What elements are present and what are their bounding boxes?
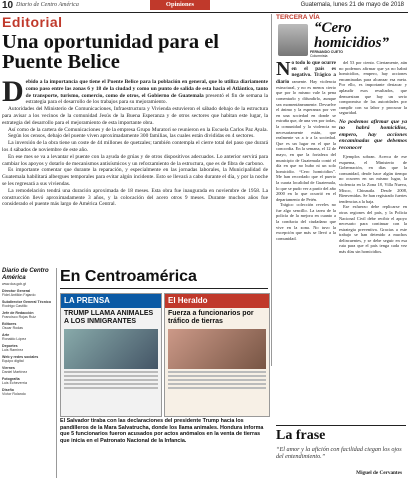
editorial-paragraph: presentó el fin de semana la estrategia para el desarrollo de los trabajos para su mejoramiento. xyxy=(25,92,268,106)
centroamerica-divider xyxy=(60,288,268,289)
centroamerica-title: En Centroamérica xyxy=(60,268,197,285)
masthead-name: Ronaldo López xyxy=(2,337,27,341)
masthead-role: Diseño xyxy=(2,387,14,392)
newspaper-text-lines xyxy=(168,371,266,389)
column-divider xyxy=(271,14,272,366)
masthead-role: Web y redes sociales xyxy=(2,354,39,359)
newspaper-headline: Fuerza a funcionarios por tráfico de tierras xyxy=(168,310,254,325)
opinion-column-2 xyxy=(339,60,407,360)
editorial-paragraph: Autoridades del Ministerio de Comunicaciones, Infraestructura y Vivienda estuvieron el sábado debajo de la estructura para avisar a los vecinos de la comunidad Jesús de la Buena Esperanza y de otros sectores que habitan este lugar, la estrategia del desarrollo para el mejoramiento de esta importante obra. xyxy=(2,106,268,126)
opinion-paragraph: Ese esfuerzo debe replicarse en otras regiones del país, y la Policía Nacional Civil debe recibir el apoyo necesario para continuar con la estrategia preventiva. Gracias a este trabajo se han detenido a muchos delincuentes, y se debe seguir en esa ruta para que el país tenga cada vez más días sin homicidios. xyxy=(339,204,407,255)
opinion-paragraph: del 53 por ciento. Ciertamente, aún no podemos afirmar que ya no habrá homicidios, empero, hay acciones encaminadas para alcanzar esa meta. Por ello, es importante destacar y aplaudir esos resultados, que demuestran que hay un serio compromiso de las autoridades por cumplir con su labor y procurar la seguridad. xyxy=(339,60,407,116)
masthead-website: www.dca.gob.gt xyxy=(2,282,26,286)
newspaper-masthead: LA PRENSA xyxy=(61,294,161,308)
frase-author: Miguel de Cervantes xyxy=(356,470,402,476)
opinion-paragraph: ramente. Hay violencia estructural, y no es menos cierto que por lo mismo vale la pena comentarlo y difundirlo, aunque sea momentáneamente. Devuelve el ánimo y la esperanza por ver en una sociedad en donde se extraña que, de una vez por todas, la comunidad y la violencia no necesariamente están, que realmente va a ir a la sociedad. Que es un lugar en el que la concordia. En la semana, el 12 de mayo, en que la fortaleza del municipio de Guatemala contó el día en que no hubo ni un solo homicidio. “Cero homicidios”. Me han recordado que el puerto la cuarta localidad de Guatemala, lo que se pudo ver a partir del año 2000 en lo que ocurrió en el departamento de Petén. xyxy=(276,78,336,202)
masthead-name: Víctor Rolando xyxy=(2,392,26,396)
editorial-paragraph: La remodelación tendrá una duración aproximada de 18 meses. Esta obra fue inaugurada en noviembre de 1958. La construcción llevó aproximadamente 3 años, y la colocación del acero otros 9 meses. Durante muchos años fue considerado el puente más largo de América Central. xyxy=(2,187,268,208)
opinion-dropcap: N xyxy=(276,60,291,80)
newspaper-text-lines xyxy=(64,371,158,389)
masthead-role: Arte xyxy=(2,332,10,337)
editorial-lead: ebido a la importancia que tiene el Puente Belice para la población en general, que lo utiliza diariamente como paso entre las zonas 6 y 18 de la ciudad y como un punto de salida de esta hacia el Atlántico, tanto de transporte, turismo, comercio, como de otros, el Gobierno de Guatemala xyxy=(25,79,268,99)
masthead-name: Francisco Rojas Ruiz xyxy=(2,315,36,319)
opinion-column-1 xyxy=(276,60,336,360)
opinion-kicker: TERCERA VÍA xyxy=(276,14,320,21)
editorial-paragraph: En ese mes se va a levantar el puente con la ayuda de grúas y de otros dispositivos adecuados. Lo anterior servirá para cambiar los apoyos y dotarlo de mecanismos antisísmicos y un reforzamiento de la estructura, que es de fibra de carbono. xyxy=(2,153,268,167)
masthead-name: Oscar Rodas xyxy=(2,326,23,330)
editorial-paragraph: Es importante comentar que durante la reparación, y especialmente en las jornadas laborales, la Municipalidad de Guatemala habilitará albergues temporales para evitar algún incidente. Esto se llevará a cabo durante el día, y por la noche se les regresará a sus viviendas. xyxy=(2,167,268,187)
editorial-paragraph: Según los censos, debajo del puente viven aproximadamente 300 familias, las cuales están divididas en 4 sectores. xyxy=(8,133,255,140)
author-name: FERNANDO CUETO xyxy=(310,50,343,54)
masthead-name: Luis Echeverría xyxy=(2,381,27,385)
masthead-name: Equipo digital xyxy=(2,359,24,363)
masthead-name: Fidel Antillón Fajardo xyxy=(2,293,36,297)
editorial-dropcap: D xyxy=(2,79,24,108)
masthead-name: Daniel Martínez xyxy=(2,370,28,374)
masthead-role: Subdirector General Técnico xyxy=(2,299,52,304)
editorial-kicker: Editorial xyxy=(2,14,63,30)
newspaper-cover-la-prensa xyxy=(60,293,162,417)
frase-title: La frase xyxy=(276,428,326,443)
masthead-logo: Diario de Centro América xyxy=(2,268,49,281)
frase-quote: “El amor y la afición con facilidad ciegan los ojos del entendimiento.” xyxy=(276,446,402,461)
masthead-name: Rodrigo Castillo xyxy=(2,304,28,308)
header-date: Guatemala, lunes 21 de mayo de 2018 xyxy=(300,2,404,8)
author-photo xyxy=(278,24,308,56)
masthead-role: Viernes xyxy=(2,365,15,370)
newspaper-cover-el-heraldo xyxy=(164,293,270,417)
header-divider xyxy=(0,12,408,13)
newspaper-masthead: El Heraldo xyxy=(165,294,269,308)
opinion-paragraph: Ejemplos sobran. Acerca de ese esquema, el Ministerio de Gobernación, en días que la comunidad, desde hace algún tiempo no ocurren en un mismo lugar, la violencia en la Zona 18, Villa Nueva, Mixco, Chinautla. Desde 2008, Bienvenidas. Se han registrado fuertes tendencias a la baja. xyxy=(339,153,407,204)
masthead-box xyxy=(2,268,52,478)
opinion-paragraph: Trágico colección reveles no fue algo sencillo. La tarea de la policía de la mejora en cuanto a la conducta del ciudadano que vive en la zona. No tuvo la excepción que más se llevó a la comunidad. xyxy=(276,202,336,241)
editorial-title: Una oportunidad para el Puente Belice xyxy=(2,31,220,73)
frase-divider xyxy=(276,425,406,426)
masthead-role: Editores xyxy=(2,321,17,326)
editorial-paragraph: La inversión de la obra tiene un coste de 44 millones de quetzales; también contempla el cierre total del paso que durará los 4 sábados de noviembre de este año. xyxy=(2,140,268,153)
newspaper-photo xyxy=(168,329,266,369)
masthead-role: Director General xyxy=(2,288,31,293)
page-number: 10 xyxy=(2,0,14,11)
masthead-name: Luis Ramírez xyxy=(2,348,24,352)
author-role: Columnista xyxy=(310,54,328,58)
opinion-title: “Cero homicidios” xyxy=(314,20,390,51)
masthead-divider xyxy=(56,268,57,478)
editorial-paragraph: Así como de la cartera de Comunicaciones y de la empresa Grupo Muratori se reunieron en la Escuela Carlos Paz Ayala. xyxy=(8,126,268,133)
header-logo: Diario de Centro América xyxy=(16,2,79,8)
pull-quote: No podemos afirmar que ya no habrá homicidios, empero, hay acciones encaminadas que debemos reconocer xyxy=(339,118,407,151)
newspaper-photo xyxy=(64,329,158,369)
opinion-lead: o todo lo que ocurre en el país es negativo. Trágico a diario xyxy=(276,60,336,85)
section-label: Opiniones xyxy=(150,0,210,10)
newspaper-headline: TRUMP LLAMA ANIMALES A LOS INMIGRANTES xyxy=(64,310,154,325)
centroamerica-caption: El Salvador tiraba con las declaraciones del presidente Trump hacia los pandilleros de la Mara Salvatrucha, donde los llama animales. Hondura informa que 5 funcionarios fueron acusados por actos anómalos en la venta de tierras que inicia en el Patronato Nacional de la Infancia. xyxy=(60,418,264,444)
masthead-role: Fotografía xyxy=(2,376,20,381)
masthead-role: Deportes xyxy=(2,343,18,348)
masthead-role: Jefe de Redacción xyxy=(2,310,34,315)
